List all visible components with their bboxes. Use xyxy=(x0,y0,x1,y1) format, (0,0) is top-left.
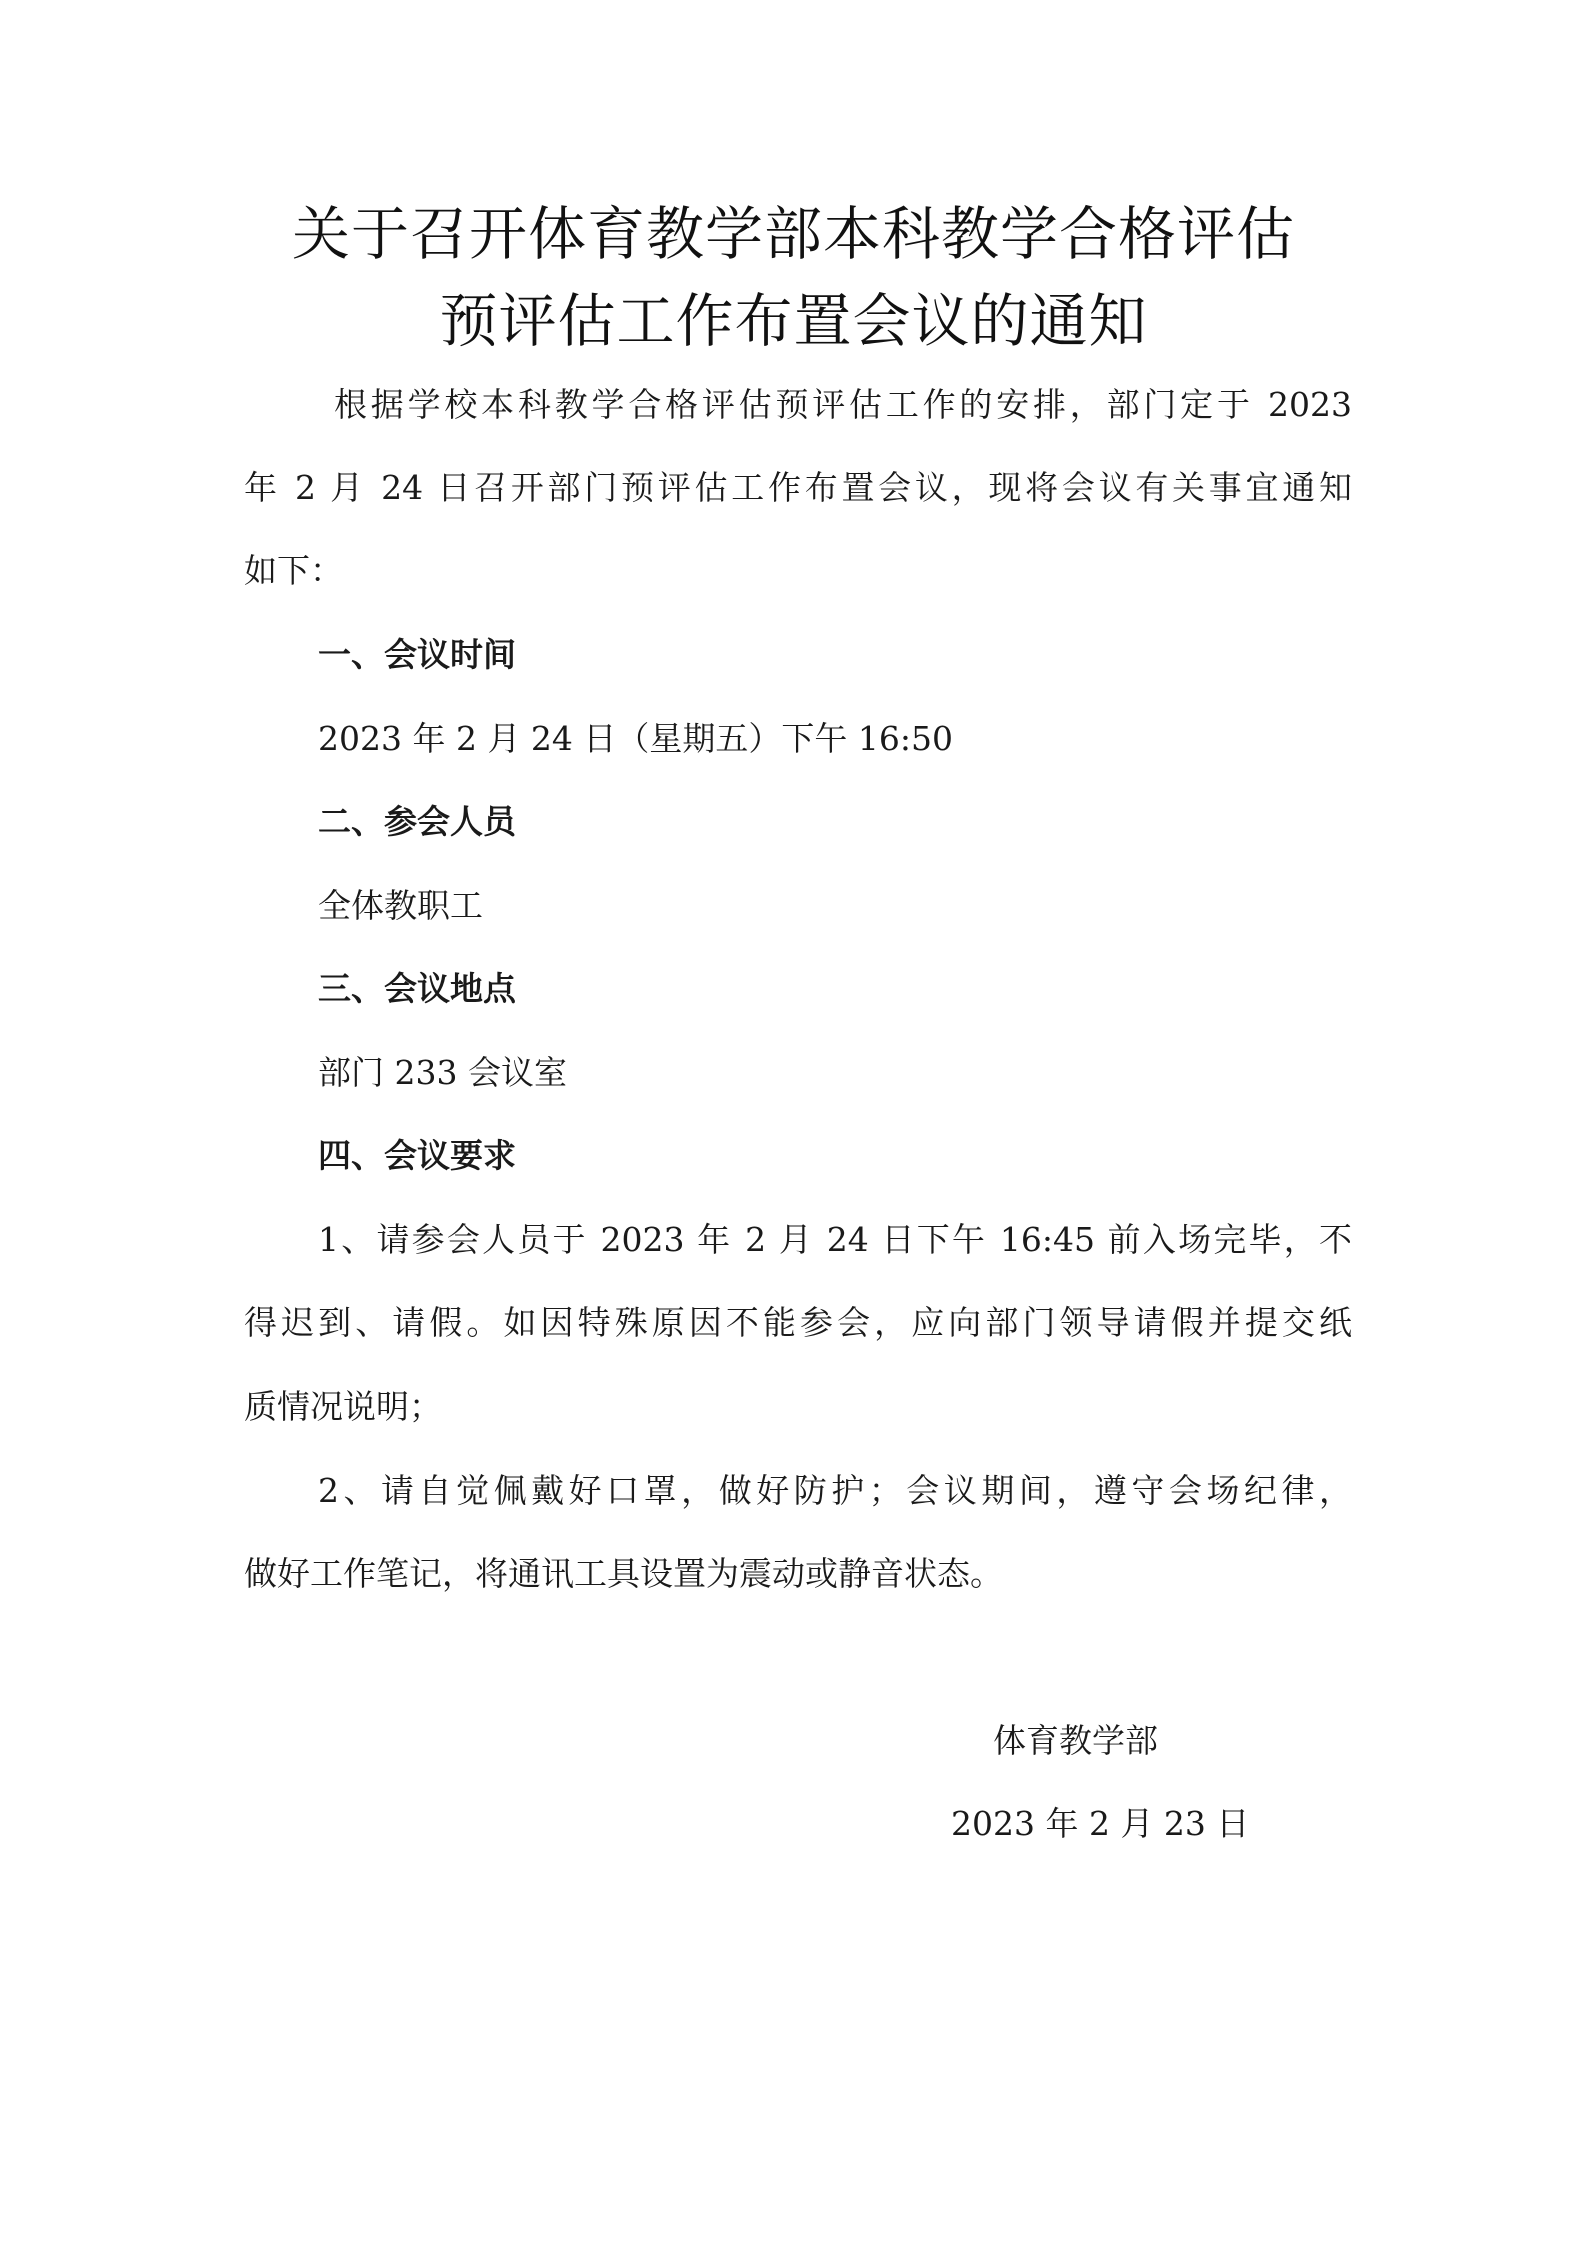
intro-line-3: 如下： xyxy=(244,551,343,590)
document-title-line-1: 关于召开体育教学部本科教学合格评估 xyxy=(291,200,1295,268)
section-heading-location: 三、会议地点 xyxy=(318,969,516,1008)
meeting-location: 部门 233 会议室 xyxy=(318,1053,567,1092)
requirement-2-line-2: 做好工作笔记，将通讯工具设置为震动或静音状态。 xyxy=(244,1554,1003,1593)
section-heading-attendees: 二、参会人员 xyxy=(318,802,516,841)
intro-line-1: 根据学校本科教学合格评估预评估工作的安排，部门定于 2023 xyxy=(334,385,1352,424)
requirement-1-line-1: 1、请参会人员于 2023 年 2 月 24 日下午 16:45 前入场完毕，不 xyxy=(318,1220,1352,1259)
document-title-line-2: 预评估工作布置会议的通知 xyxy=(439,287,1148,355)
requirement-2-line-1: 2、请自觉佩戴好口罩，做好防护；会议期间，遵守会场纪律， xyxy=(318,1471,1352,1510)
requirement-1-line-3: 质情况说明； xyxy=(244,1387,442,1426)
requirement-1-line-2: 得迟到、请假。如因特殊原因不能参会，应向部门领导请假并提交纸 xyxy=(244,1303,1352,1342)
intro-line-2: 年 2 月 24 日召开部门预评估工作布置会议，现将会议有关事宜通知 xyxy=(244,468,1352,507)
section-heading-time: 一、会议时间 xyxy=(318,635,516,674)
signature-date: 2023 年 2 月 23 日 xyxy=(951,1804,1250,1843)
signature-department: 体育教学部 xyxy=(993,1721,1158,1760)
meeting-attendees: 全体教职工 xyxy=(318,886,483,925)
section-heading-requirements: 四、会议要求 xyxy=(318,1136,516,1175)
meeting-time: 2023 年 2 月 24 日（星期五）下午 16:50 xyxy=(318,719,954,758)
